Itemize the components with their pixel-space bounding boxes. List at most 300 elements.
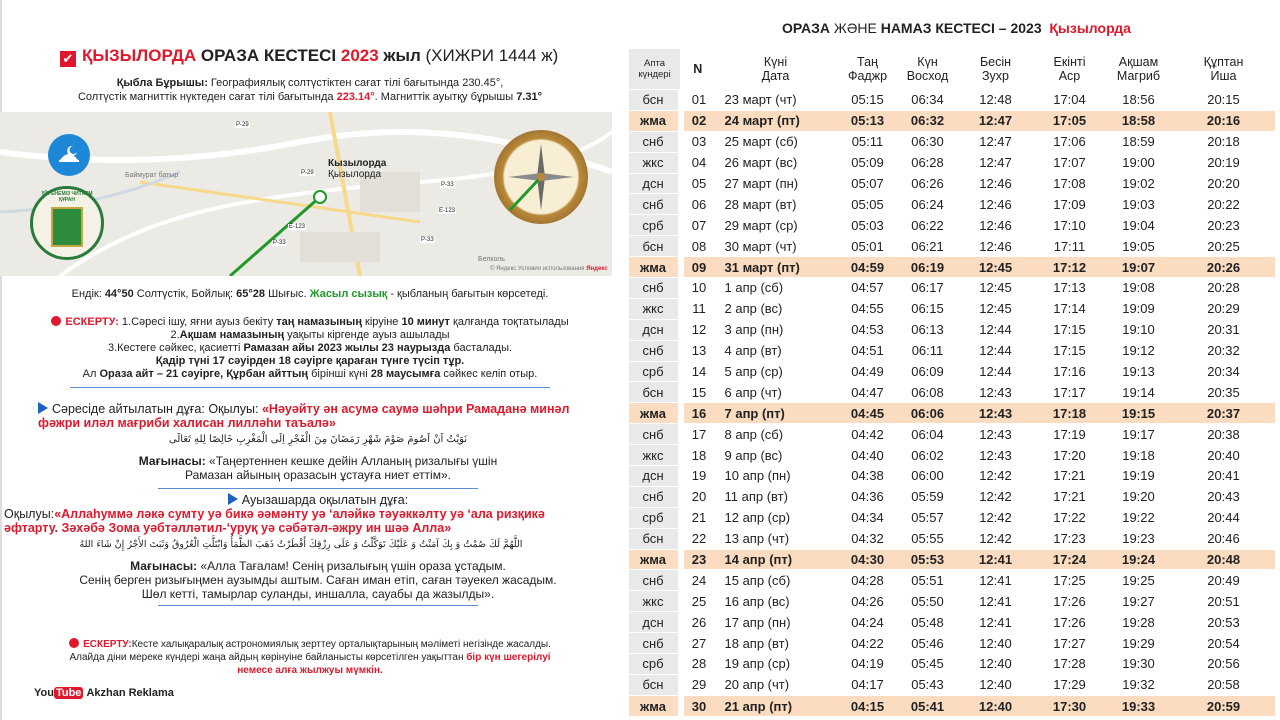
notice-1e: қалғанда тоқтатылады [449, 316, 569, 328]
column-header-line: Аср [1058, 68, 1081, 83]
notice-5d: 28 маусымға [370, 368, 441, 380]
table-cell: 17:13 [1035, 278, 1105, 299]
road-label: Р-33 [273, 240, 286, 246]
table-cell: 12:43 [957, 445, 1035, 466]
notice-1a: 1.Сәресі ішу, яғни ауыз бекіту [118, 316, 277, 328]
table-cell: бсн [629, 674, 681, 695]
table-cell: 17:08 [1035, 173, 1105, 194]
table-cell: 19:07 [1105, 257, 1173, 278]
table-cell: 04:32 [837, 528, 899, 549]
table-cell: 04:36 [837, 486, 899, 507]
map-copyright-text: © Яндекс Условия использования [490, 266, 585, 272]
prayer-times-table [628, 48, 1275, 716]
table-cell: 19 [681, 466, 715, 487]
table-cell: 06:34 [899, 90, 957, 111]
qibla-text: Географиялық солтүстіктен сағат тілі бағытында 230.45°, [207, 77, 504, 89]
quran-book-icon [51, 207, 83, 247]
table-cell: 12:41 [957, 570, 1035, 591]
table-cell: 17:07 [1035, 152, 1105, 173]
dua2-label: Оқылуы: [4, 507, 55, 521]
table-cell: 29 [681, 674, 715, 695]
table-cell: 04:57 [837, 278, 899, 299]
notice-5a: Ал [82, 368, 100, 380]
table-row [629, 445, 1275, 466]
table-cell: 20:23 [1173, 215, 1275, 236]
table-cell: 19:04 [1105, 215, 1173, 236]
table-cell: 12:46 [957, 173, 1035, 194]
table-cell: 11 апр (вт) [715, 486, 837, 507]
table-cell: 04:53 [837, 319, 899, 340]
table-cell: 12:41 [957, 549, 1035, 570]
table-cell: 12:45 [957, 257, 1035, 278]
column-header-line: Иша [1210, 68, 1237, 83]
table-cell: 19:13 [1105, 361, 1173, 382]
column-header [681, 49, 715, 90]
table-cell: 7 апр (пт) [715, 403, 837, 424]
road-label: Р-29 [301, 170, 314, 176]
table-cell: 20:19 [1173, 152, 1275, 173]
table-cell: 12:42 [957, 486, 1035, 507]
table-cell: 12:43 [957, 382, 1035, 403]
title-part-a: ОРАЗА [782, 20, 834, 36]
footer-notice [0, 638, 620, 677]
table-cell: 20 апр (чт) [715, 674, 837, 695]
table-cell: 06:28 [899, 152, 957, 173]
table-row [629, 466, 1275, 487]
table-cell: 20:51 [1173, 591, 1275, 612]
table-row [629, 298, 1275, 319]
table-cell: 19:33 [1105, 695, 1173, 716]
table-cell: 04:51 [837, 340, 899, 361]
dua1-meaning-label: Мағынасы: [138, 454, 206, 468]
table-row [629, 131, 1275, 152]
table-cell: 17:27 [1035, 633, 1105, 654]
magnetic-value: 223.14° [336, 91, 375, 103]
table-cell: бсн [629, 236, 681, 257]
column-header [1105, 49, 1173, 90]
dua2-meaning-b: Сенің берген ризығыңмен аузымды аштым. Саған иман етіп, саған тәуекел жасадым. [79, 573, 557, 587]
map-city: Кызылорда [328, 158, 387, 169]
table-cell: 17:26 [1035, 612, 1105, 633]
table-cell: 05:09 [837, 152, 899, 173]
table-cell: 19:09 [1105, 298, 1173, 319]
map-copyright [490, 266, 608, 272]
table-cell: 06:22 [899, 215, 957, 236]
column-header-line: Апта [643, 58, 665, 69]
table-cell: срб [629, 215, 681, 236]
table-cell: 20:18 [1173, 131, 1275, 152]
map-city-sub: Қызылорда [328, 169, 382, 180]
table-cell: 17:21 [1035, 486, 1105, 507]
table-cell: 17:22 [1035, 507, 1105, 528]
column-header-line: Бесін [979, 54, 1012, 69]
notice-3a: 3.Кестеге сәйкес, қасиетті [107, 342, 244, 354]
table-cell: 24 март (пт) [715, 110, 837, 131]
table-cell: 20:22 [1173, 194, 1275, 215]
table-cell: 27 март (пн) [715, 173, 837, 194]
table-row [629, 361, 1275, 382]
table-cell: 04:22 [837, 633, 899, 654]
footer-c: бір күн шегерілуі [466, 652, 551, 663]
table-cell: 12:47 [957, 131, 1035, 152]
table-cell: 15 [681, 382, 715, 403]
table-cell: 02 [681, 110, 715, 131]
table-cell: 20:41 [1173, 466, 1275, 487]
table-cell: 19:10 [1105, 319, 1173, 340]
table-cell: 24 [681, 570, 715, 591]
column-header [837, 49, 899, 90]
table-cell: 12 [681, 319, 715, 340]
table-cell: 05:41 [899, 695, 957, 716]
table-cell: 05:51 [899, 570, 957, 591]
dua2-transliteration: «Аллаһуммә ләкә сумту уә бикә әәмәнту уә ‘аләйкә тәуәккәлту уә ‘ала ризқикә әфтарту. Зәхәбә Зома уәбтәлләтил-‘уруқ уә сәбәтәл-әжру ин шәә Алла» [4, 507, 545, 535]
table-cell: 04:40 [837, 445, 899, 466]
dua1-meaning-a: «Таңертеннен кешке дейін Алланың ризалығы үшін [205, 454, 498, 468]
column-header [957, 49, 1035, 90]
table-row [629, 403, 1275, 424]
table-cell: 19:17 [1105, 424, 1173, 445]
table-cell: 31 март (пт) [715, 257, 837, 278]
table-cell: 20:53 [1173, 612, 1275, 633]
table-cell: 20:37 [1173, 403, 1275, 424]
notice-1b: таң намазының [276, 316, 362, 328]
left-panel [0, 0, 620, 720]
table-row [629, 507, 1275, 528]
dua1-meaning-b: Рамазан айының оразасын ұстауға ниет еттім». [185, 468, 451, 482]
table-cell: 26 март (вс) [715, 152, 837, 173]
dua2-intro: Ауызашарда оқылатын дұға: [241, 493, 409, 507]
table-cell: снб [629, 340, 681, 361]
table-cell: 19:28 [1105, 612, 1173, 633]
table-cell: 06:09 [899, 361, 957, 382]
table-cell: 05:07 [837, 173, 899, 194]
notice-3b: Рамазан айы 2023 жылы 23 наурызда [243, 342, 451, 354]
table-cell: 19:20 [1105, 486, 1173, 507]
table-cell: 17:20 [1035, 445, 1105, 466]
table-cell: 06:30 [899, 131, 957, 152]
footer-b: Алайда діни мереке күндері жаңа айдың көрінуіне байланысты көрсетілген уақыттан [69, 652, 467, 663]
column-header-line: Дата [761, 68, 790, 83]
table-cell: срб [629, 507, 681, 528]
column-header-line: Күн [917, 54, 938, 69]
table-row [629, 528, 1275, 549]
right-panel [622, 0, 1280, 720]
table-cell: 05:48 [899, 612, 957, 633]
table-cell: 06:08 [899, 382, 957, 403]
table-cell: 21 апр (пт) [715, 695, 837, 716]
checkmark-icon: ✔ [60, 51, 76, 67]
table-cell: 12:40 [957, 695, 1035, 716]
table-cell: 05:45 [899, 654, 957, 675]
table-cell: 19:24 [1105, 549, 1173, 570]
table-cell: 19:18 [1105, 445, 1173, 466]
table-cell: 18:59 [1105, 131, 1173, 152]
qibla-map [0, 112, 612, 276]
table-cell: 01 [681, 90, 715, 111]
table-cell: 05:15 [837, 90, 899, 111]
table-cell: 13 апр (чт) [715, 528, 837, 549]
table-cell: 12:48 [957, 90, 1035, 111]
dua2-arabic: اللَّهُمَّ لَكَ صُمْتُ وَ بِكَ آمَنْتُ وَ عَلَيْكَ تَوَكَّلْتُ وَ عَلَى رِزْقِكَ أَفْطَرْتُ ذَهَبَ الظَّمَأُ وَابْتَلَّتِ الْعُرُوقُ وَثَبَتَ الأَجْرُ إِنْ شَاءَ اللهُ [79, 539, 523, 550]
table-cell: 20 [681, 486, 715, 507]
table-cell: 06 [681, 194, 715, 215]
table-cell: 19:32 [1105, 674, 1173, 695]
latitude: 44°50 [104, 288, 134, 300]
table-cell: 20:31 [1173, 319, 1275, 340]
road-label: Р-29 [236, 122, 249, 128]
lon-dir: Шығыс. [265, 288, 310, 300]
footer-a: Кесте халықаралық астрономиялық зерттеу орталықтарының мәліметі негізінде жасалды. [131, 639, 551, 650]
mosque-logo-icon [48, 134, 90, 176]
table-cell: 05:53 [899, 549, 957, 570]
table-cell: 17:19 [1035, 424, 1105, 445]
table-row [629, 570, 1275, 591]
table-cell: 05:57 [899, 507, 957, 528]
table-row [629, 695, 1275, 716]
table-cell: 20:49 [1173, 570, 1275, 591]
table-cell: 22 [681, 528, 715, 549]
table-cell: 17:09 [1035, 194, 1105, 215]
table-cell: 06:21 [899, 236, 957, 257]
table-cell: 17:30 [1035, 695, 1105, 716]
table-cell: 17:18 [1035, 403, 1105, 424]
table-cell: жкс [629, 298, 681, 319]
table-cell: снб [629, 486, 681, 507]
table-cell: 20:15 [1173, 90, 1275, 111]
table-cell: 8 апр (сб) [715, 424, 837, 445]
column-header-line: Восход [906, 68, 949, 83]
table-row [629, 278, 1275, 299]
column-header-line: Таң [857, 54, 878, 69]
table-cell: 9 апр (вс) [715, 445, 837, 466]
table-cell: 25 [681, 591, 715, 612]
table-cell: 20:59 [1173, 695, 1275, 716]
bullet-arrow-icon [38, 402, 48, 414]
column-header [899, 49, 957, 90]
table-row [629, 319, 1275, 340]
table-cell: 18:58 [1105, 110, 1173, 131]
youtube-logo-you: You [34, 687, 54, 699]
table-cell: 17:14 [1035, 298, 1105, 319]
divider [70, 387, 550, 388]
table-row [629, 382, 1275, 403]
table-cell: 05:59 [899, 486, 957, 507]
title-city: Қызылорда [1049, 20, 1131, 36]
table-cell: 04:38 [837, 466, 899, 487]
table-cell: снб [629, 131, 681, 152]
table-cell: 17:28 [1035, 654, 1105, 675]
table-cell: 04:47 [837, 382, 899, 403]
table-cell: 12:47 [957, 110, 1035, 131]
table-cell: 18 [681, 445, 715, 466]
notice-5b: Ораза айт – 21 сәуірге, Құрбан айттың [99, 368, 309, 380]
table-cell: жкс [629, 152, 681, 173]
table-cell: 05:43 [899, 674, 957, 695]
divider [158, 605, 478, 606]
table-cell: 17:24 [1035, 549, 1105, 570]
magnetic-pre: Солтүстік магниттік нүктеден сағат тілі бағытында [77, 91, 337, 103]
table-cell: 12:44 [957, 340, 1035, 361]
table-cell: 06:11 [899, 340, 957, 361]
table-cell: 27 [681, 633, 715, 654]
table-cell: 19:25 [1105, 570, 1173, 591]
column-header-line: күндері [638, 69, 671, 80]
column-header-line: Ақшам [1118, 54, 1159, 69]
table-cell: 17:16 [1035, 361, 1105, 382]
table-cell: 17:25 [1035, 570, 1105, 591]
magnetic-post: . Магниттік ауытқу бұрышы [374, 91, 517, 103]
table-cell: 12:42 [957, 528, 1035, 549]
table-cell: 20:58 [1173, 674, 1275, 695]
table-cell: 06:32 [899, 110, 957, 131]
map-village-label: Баймурат батыр [125, 172, 179, 179]
table-cell: 12:41 [957, 591, 1035, 612]
table-cell: 17:15 [1035, 319, 1105, 340]
dua1-intro: Сәресіде айтылатын дұға: Оқылуы: [52, 402, 262, 416]
table-cell: 04:55 [837, 298, 899, 319]
table-cell: 18 апр (вт) [715, 633, 837, 654]
footer-d: немесе алға жылжуы мүмкін. [237, 665, 383, 676]
table-cell: 17:11 [1035, 236, 1105, 257]
table-cell: 19:30 [1105, 654, 1173, 675]
table-cell: 4 апр (вт) [715, 340, 837, 361]
table-cell: 21 [681, 507, 715, 528]
table-cell: 12:40 [957, 654, 1035, 675]
table-cell: 12:43 [957, 424, 1035, 445]
table-cell: бсн [629, 382, 681, 403]
table-cell: 30 [681, 695, 715, 716]
table-cell: 20:29 [1173, 298, 1275, 319]
table-cell: 19:00 [1105, 152, 1173, 173]
table-row [629, 173, 1275, 194]
table-cell: снб [629, 570, 681, 591]
table-cell: 04:17 [837, 674, 899, 695]
table-cell: 19:05 [1105, 236, 1173, 257]
table-cell: 06:06 [899, 403, 957, 424]
table-cell: 03 [681, 131, 715, 152]
longitude: 65°28 [236, 288, 266, 300]
table-cell: 19:12 [1105, 340, 1173, 361]
table-cell: 19:08 [1105, 278, 1173, 299]
table-cell: 12:44 [957, 319, 1035, 340]
table-cell: 05:55 [899, 528, 957, 549]
table-cell: 17:06 [1035, 131, 1105, 152]
table-cell: 04:19 [837, 654, 899, 675]
dua2-meaning-label: Мағынасы: [130, 559, 198, 573]
table-cell: 17:12 [1035, 257, 1105, 278]
table-cell: 09 [681, 257, 715, 278]
table-row [629, 152, 1275, 173]
table-cell: 12:46 [957, 194, 1035, 215]
table-cell: снб [629, 633, 681, 654]
table-cell: 17:26 [1035, 591, 1105, 612]
table-cell: 5 апр (ср) [715, 361, 837, 382]
table-cell: 23 [681, 549, 715, 570]
table-cell: 14 [681, 361, 715, 382]
table-cell: 05:05 [837, 194, 899, 215]
lat-dir: Солтүстік, Бойлық: [133, 288, 237, 300]
notice-2c: уақыты кіргенде ауыз ашылады [284, 329, 450, 341]
map-belkol-label: Белколь [478, 256, 505, 263]
notice-5e: сәйкес келіп отыр. [440, 368, 538, 380]
suhoor-dua [4, 402, 598, 606]
lat-label: Ендік: [71, 288, 105, 300]
table-cell: 12:40 [957, 633, 1035, 654]
schedule-title [782, 20, 1131, 36]
left-title [60, 46, 558, 67]
table-cell: дсн [629, 466, 681, 487]
table-cell: 05:13 [837, 110, 899, 131]
table-cell: 28 март (вт) [715, 194, 837, 215]
table-cell: 20:44 [1173, 507, 1275, 528]
road-label: Р-33 [421, 237, 434, 243]
table-cell: 19 апр (ср) [715, 654, 837, 675]
table-cell: жма [629, 257, 681, 278]
table-cell: 20:56 [1173, 654, 1275, 675]
table-cell: 17:17 [1035, 382, 1105, 403]
column-header-line: Екінті [1053, 54, 1086, 69]
table-cell: 06:04 [899, 424, 957, 445]
table-cell: 20:16 [1173, 110, 1275, 131]
table-cell: 11 [681, 298, 715, 319]
divider [158, 488, 478, 489]
notice-1c: кіруіне [361, 316, 402, 328]
table-cell: жкс [629, 591, 681, 612]
youtube-logo-icon: Tube [55, 687, 82, 699]
table-cell: 17:15 [1035, 340, 1105, 361]
table-cell: 04:15 [837, 695, 899, 716]
table-cell: 16 [681, 403, 715, 424]
table-cell: жма [629, 695, 681, 716]
table-cell: 20:26 [1173, 257, 1275, 278]
table-cell: 05:03 [837, 215, 899, 236]
table-row [629, 236, 1275, 257]
table-cell: 04:49 [837, 361, 899, 382]
notice-2a: 2. [170, 329, 180, 341]
footer-label: ЕСКЕРТУ: [83, 639, 132, 650]
column-header-line: Фаджр [847, 68, 888, 83]
table-cell: 20:32 [1173, 340, 1275, 361]
table-cell: 17:05 [1035, 110, 1105, 131]
table-row [629, 633, 1275, 654]
table-cell: 05:01 [837, 236, 899, 257]
qibla-label: Қыбла Бұрышы: [116, 77, 208, 89]
table-cell: 19:22 [1105, 507, 1173, 528]
table-cell: жма [629, 549, 681, 570]
table-cell: срб [629, 654, 681, 675]
youtube-channel[interactable] [34, 687, 174, 699]
quran-badge [30, 186, 104, 260]
table-cell: 2 апр (вс) [715, 298, 837, 319]
table-row [629, 424, 1275, 445]
table-cell: 12:41 [957, 612, 1035, 633]
table-cell: 3 апр (пн) [715, 319, 837, 340]
table-cell: 20:38 [1173, 424, 1275, 445]
table-row [629, 194, 1275, 215]
table-cell: 20:20 [1173, 173, 1275, 194]
table-cell: 19:27 [1105, 591, 1173, 612]
table-cell: 12:47 [957, 152, 1035, 173]
table-cell: 23 март (чт) [715, 90, 837, 111]
notice-label: ЕСКЕРТУ: [65, 316, 119, 328]
table-cell: 04:30 [837, 549, 899, 570]
table-cell: 25 март (сб) [715, 131, 837, 152]
dua1-arabic: نَوَيْتُ اَنْ اَصُومَ صَوْمَ شَهْرِ رَمَضَانَ مِنَ الْفَجْرِ اِلَى الْمَغْرِبِ خَالِصًا لِلهِ تَعَالَى [168, 434, 468, 445]
badge-text: ҮЙРЕНЕМІЗ ЧИТАЕМ ҚҰРАН [41, 191, 93, 203]
table-row [629, 654, 1275, 675]
table-cell: 19:23 [1105, 528, 1173, 549]
map-yandex-label: Яндекс [586, 266, 608, 272]
